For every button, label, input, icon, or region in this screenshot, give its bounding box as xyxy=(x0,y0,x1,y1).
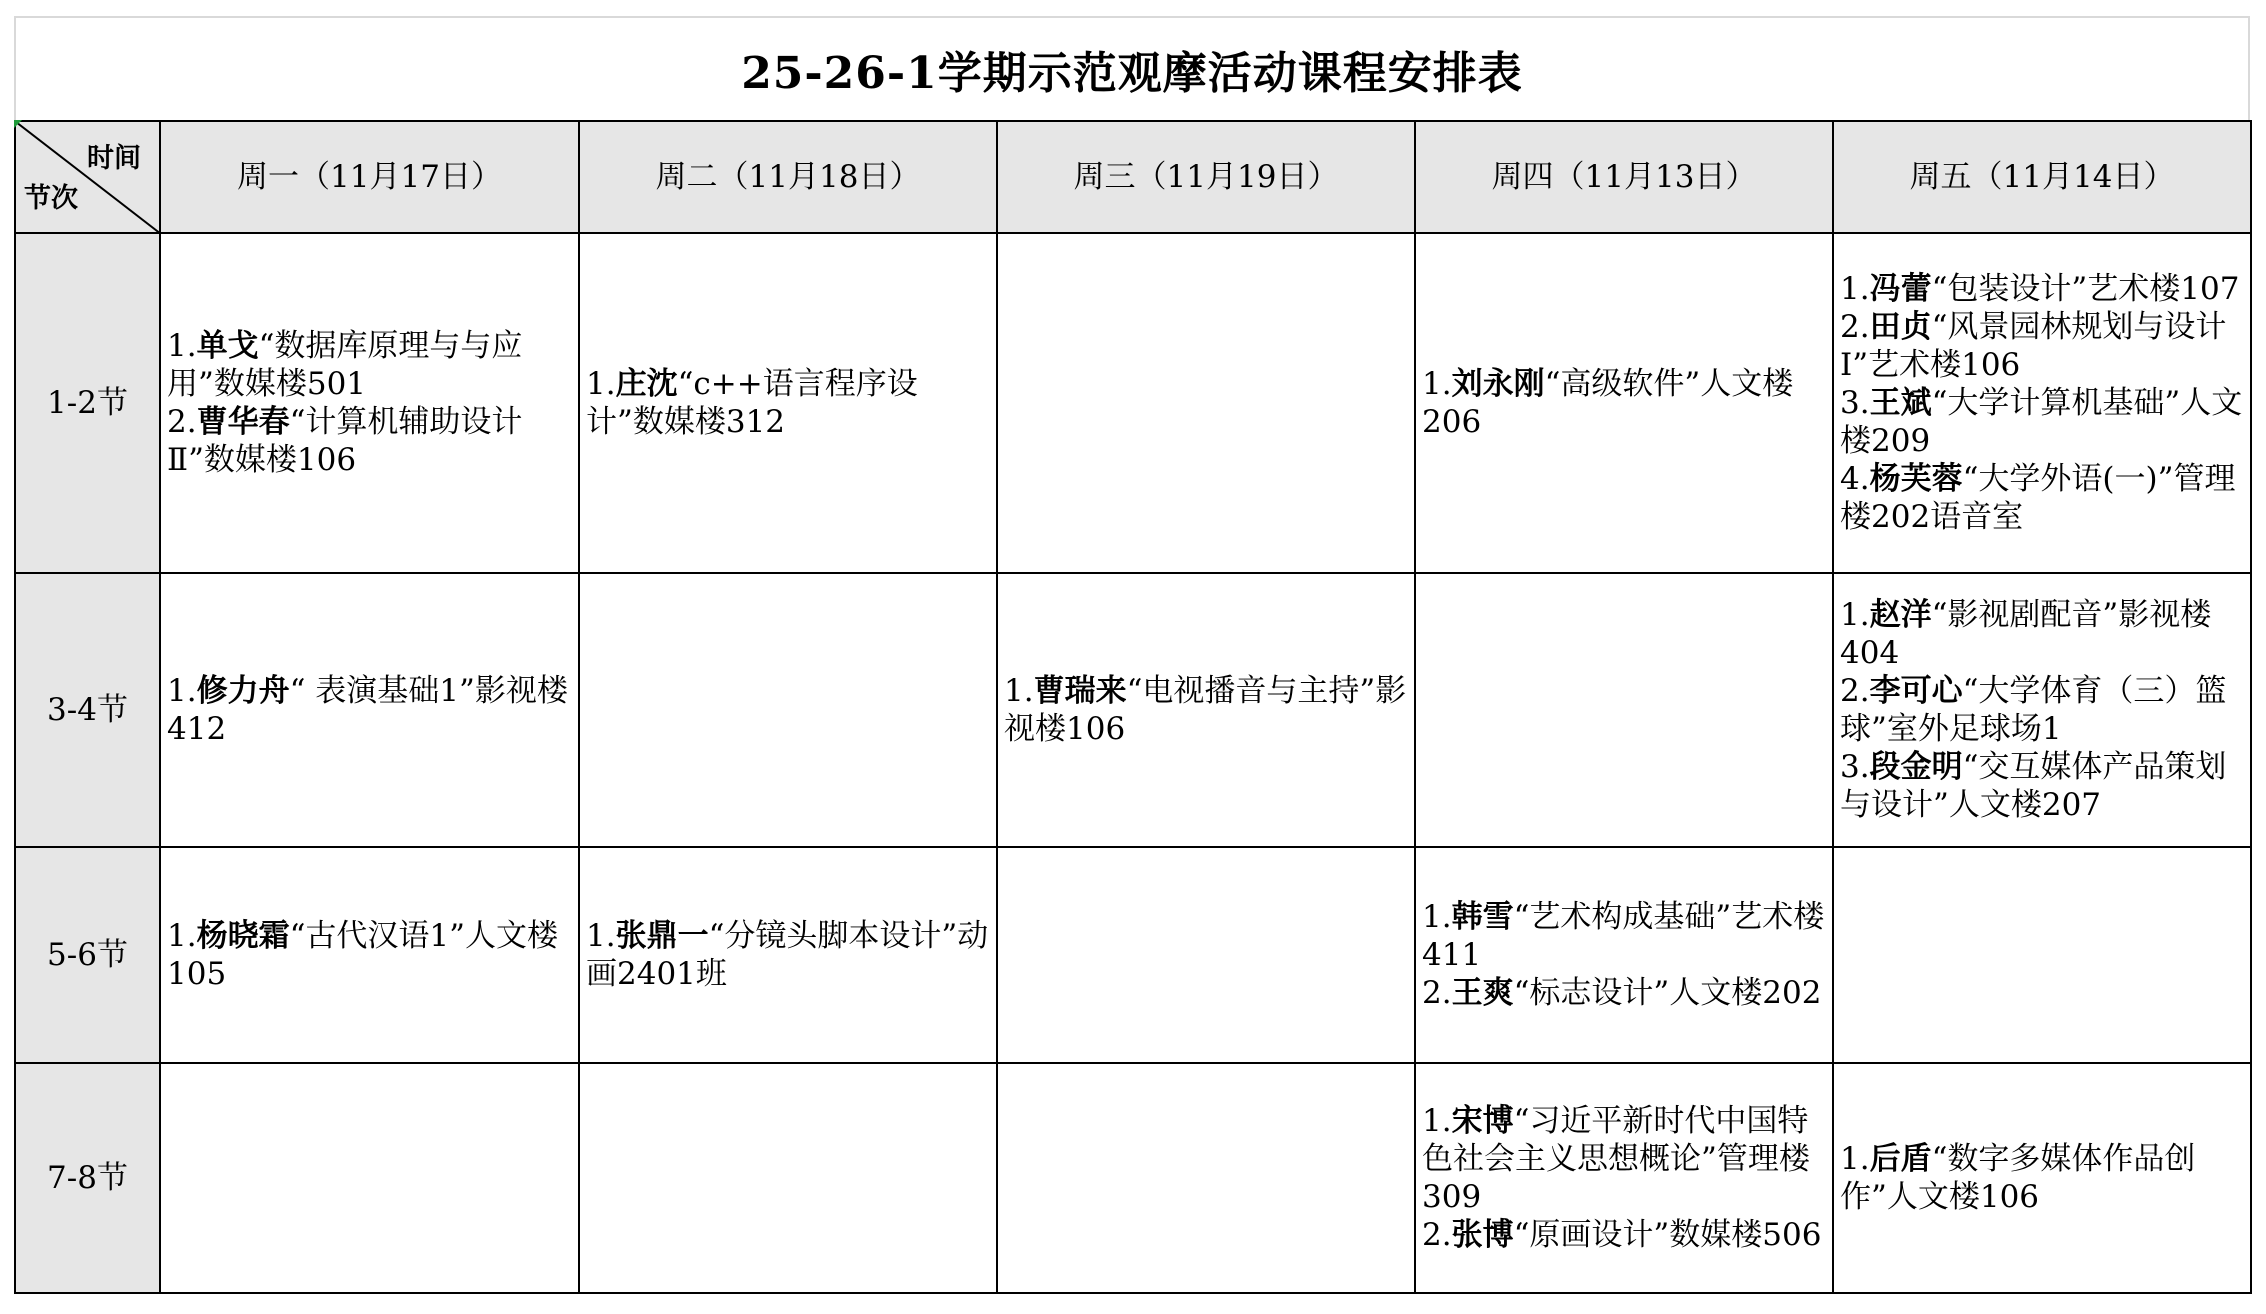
slot-label: 7-8节 xyxy=(15,1063,160,1293)
course-entry xyxy=(1840,672,2244,748)
schedule-cell-wed xyxy=(997,573,1415,847)
entry-number: 2. xyxy=(1840,673,1870,709)
schedule-cell-thu xyxy=(1415,847,1833,1063)
teacher-name: 修力舟 xyxy=(196,673,290,709)
course-info: “风景园林规划与设计Ⅰ”艺术楼106 xyxy=(1840,309,2227,383)
teacher-name: 田贞 xyxy=(1869,309,1932,345)
course-entry xyxy=(586,917,990,993)
course-info: “习近平新时代中国特色社会主义思想概论”管理楼309 xyxy=(1422,1103,1810,1215)
course-entry xyxy=(1422,974,1826,1012)
entry-number: 1. xyxy=(167,328,197,364)
entry-number: 1. xyxy=(167,918,197,954)
course-entry xyxy=(1422,1102,1826,1216)
course-entry xyxy=(1840,748,2244,824)
course-entry xyxy=(1840,308,2244,384)
teacher-name: 曹瑞来 xyxy=(1033,673,1127,709)
entry-number: 2. xyxy=(1422,1217,1452,1253)
day-header-fri: 周五（11月14日） xyxy=(1833,121,2251,233)
schedule-row xyxy=(15,847,2251,1063)
teacher-name: 赵洋 xyxy=(1869,597,1932,633)
schedule-row xyxy=(15,1063,2251,1293)
schedule-cell-wed xyxy=(997,847,1415,1063)
entry-number: 1. xyxy=(1840,1141,1870,1177)
course-entry xyxy=(167,403,572,479)
schedule-cell-fri xyxy=(1833,847,2251,1063)
course-info: “大学计算机基础”人文楼209 xyxy=(1840,385,2243,459)
course-info: “数据库原理与与应用”数媒楼501 xyxy=(167,328,523,402)
entry-number: 2. xyxy=(1840,309,1870,345)
entry-number: 1. xyxy=(1840,597,1870,633)
corner-slot-label: 节次 xyxy=(24,183,78,214)
schedule-cell-mon xyxy=(160,233,579,573)
teacher-name: 王爽 xyxy=(1451,975,1514,1011)
course-info: “包装设计”艺术楼107 xyxy=(1931,271,2240,307)
course-entry xyxy=(167,327,572,403)
course-info: “影视剧配音”影视楼404 xyxy=(1840,597,2212,671)
schedule-sheet xyxy=(14,16,2250,1298)
entry-number: 4. xyxy=(1840,461,1870,497)
schedule-cell-mon xyxy=(160,1063,579,1293)
course-info: “ 表演基础1”影视楼412 xyxy=(167,673,568,747)
teacher-name: 杨芙蓉 xyxy=(1869,461,1963,497)
day-header-tue: 周二（11月18日） xyxy=(579,121,997,233)
course-entry xyxy=(1422,365,1826,441)
course-info: “古代汉语1”人文楼105 xyxy=(167,918,558,992)
entry-number: 1. xyxy=(167,673,197,709)
teacher-name: 杨晓霜 xyxy=(196,918,290,954)
schedule-cell-fri xyxy=(1833,233,2251,573)
header-row xyxy=(15,121,2251,233)
course-entry xyxy=(1422,1216,1826,1254)
schedule-cell-wed xyxy=(997,233,1415,573)
teacher-name: 张博 xyxy=(1451,1217,1514,1253)
schedule-cell-fri xyxy=(1833,573,2251,847)
entry-number: 1. xyxy=(1422,366,1452,402)
course-entry xyxy=(167,672,572,748)
schedule-row xyxy=(15,233,2251,573)
schedule-cell-tue xyxy=(579,233,997,573)
teacher-name: 张鼎一 xyxy=(615,918,709,954)
schedule-cell-mon xyxy=(160,847,579,1063)
course-entry xyxy=(1840,1140,2244,1216)
course-entry xyxy=(167,917,572,993)
slot-label: 5-6节 xyxy=(15,847,160,1063)
course-info: “高级软件”人文楼206 xyxy=(1422,366,1794,440)
course-info: “大学体育（三）篮球”室外足球场1 xyxy=(1840,673,2227,747)
schedule-cell-mon xyxy=(160,573,579,847)
entry-number: 1. xyxy=(586,366,616,402)
teacher-name: 王斌 xyxy=(1869,385,1932,421)
course-info: “标志设计”人文楼202 xyxy=(1513,975,1822,1011)
teacher-name: 韩雪 xyxy=(1451,899,1514,935)
teacher-name: 曹华春 xyxy=(196,404,290,440)
course-entry xyxy=(1422,898,1826,974)
slot-label: 3-4节 xyxy=(15,573,160,847)
day-header-wed: 周三（11月19日） xyxy=(997,121,1415,233)
teacher-name: 庄沈 xyxy=(615,366,678,402)
entry-number: 2. xyxy=(1422,975,1452,1011)
course-info: “大学外语(一)”管理楼202语音室 xyxy=(1840,461,2236,535)
cell-corner-marker xyxy=(14,120,22,128)
slot-label: 1-2节 xyxy=(15,233,160,573)
course-info: “艺术构成基础”艺术楼411 xyxy=(1422,899,1825,973)
course-entry xyxy=(586,365,990,441)
corner-cell xyxy=(15,121,160,233)
entry-number: 3. xyxy=(1840,749,1870,785)
teacher-name: 宋博 xyxy=(1451,1103,1514,1139)
schedule-row xyxy=(15,573,2251,847)
course-info: “交互媒体产品策划与设计”人文楼207 xyxy=(1840,749,2227,823)
schedule-cell-thu xyxy=(1415,233,1833,573)
course-entry xyxy=(1840,596,2244,672)
teacher-name: 后盾 xyxy=(1869,1141,1932,1177)
entry-number: 1. xyxy=(1840,271,1870,307)
schedule-cell-tue xyxy=(579,1063,997,1293)
teacher-name: 刘永刚 xyxy=(1451,366,1545,402)
course-entry xyxy=(1004,672,1408,748)
schedule-cell-wed xyxy=(997,1063,1415,1293)
page-title: 25-26-1学期示范观摩活动课程安排表 xyxy=(14,16,2250,120)
course-info: “c++语言程序设计”数媒楼312 xyxy=(586,366,918,440)
entry-number: 1. xyxy=(1422,899,1452,935)
course-info: “原画设计”数媒楼506 xyxy=(1513,1217,1822,1253)
course-info: “电视播音与主持”影视楼106 xyxy=(1004,673,1407,747)
schedule-cell-thu xyxy=(1415,1063,1833,1293)
course-info: “数字多媒体作品创作”人文楼106 xyxy=(1840,1141,2196,1215)
entry-number: 1. xyxy=(1422,1103,1452,1139)
schedule-table xyxy=(14,120,2252,1294)
course-entry xyxy=(1840,460,2244,536)
teacher-name: 冯蕾 xyxy=(1869,271,1932,307)
entry-number: 3. xyxy=(1840,385,1870,421)
course-info: “分镜头脚本设计”动画2401班 xyxy=(586,918,989,992)
schedule-cell-tue xyxy=(579,573,997,847)
entry-number: 1. xyxy=(586,918,616,954)
entry-number: 2. xyxy=(167,404,197,440)
entry-number: 1. xyxy=(1004,673,1034,709)
teacher-name: 单戈 xyxy=(196,328,259,364)
course-entry xyxy=(1840,384,2244,460)
teacher-name: 段金明 xyxy=(1869,749,1963,785)
course-info: “计算机辅助设计Ⅱ”数媒楼106 xyxy=(167,404,523,478)
schedule-cell-thu xyxy=(1415,573,1833,847)
day-header-thu: 周四（11月13日） xyxy=(1415,121,1833,233)
teacher-name: 李可心 xyxy=(1869,673,1963,709)
corner-time-label: 时间 xyxy=(87,143,141,174)
course-entry xyxy=(1840,270,2244,308)
day-header-mon: 周一（11月17日） xyxy=(160,121,579,233)
schedule-cell-tue xyxy=(579,847,997,1063)
schedule-cell-fri xyxy=(1833,1063,2251,1293)
